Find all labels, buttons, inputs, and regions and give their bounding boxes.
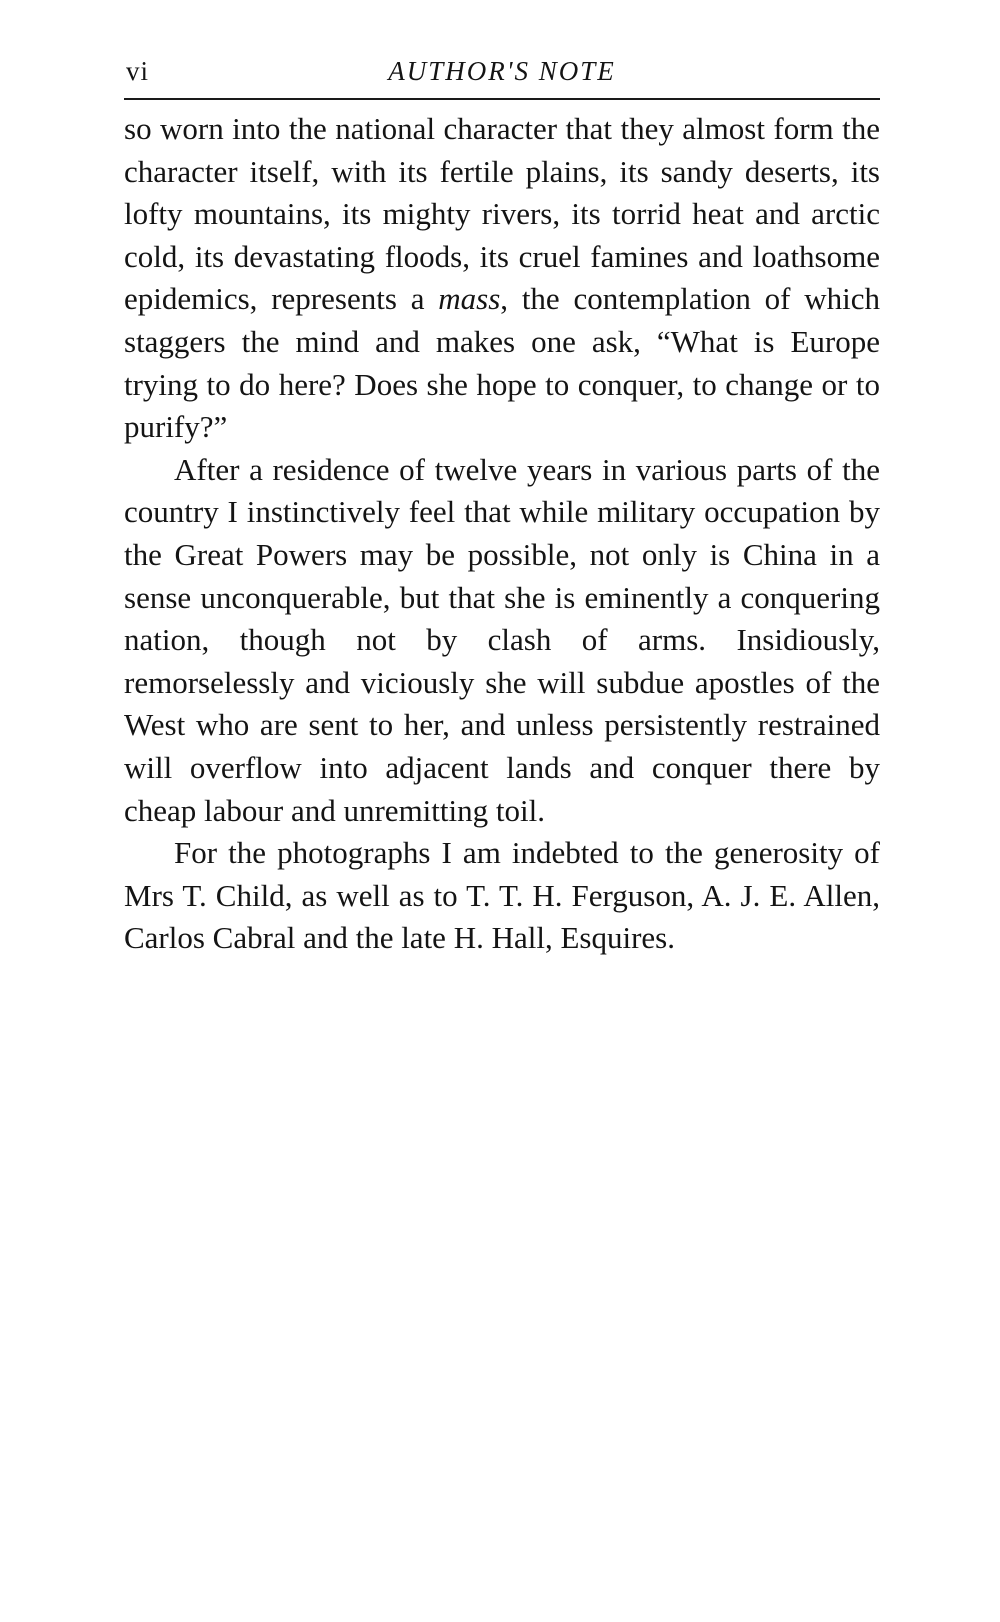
emphasized-word: mass xyxy=(438,281,501,317)
paragraph-residence: After a residence of twelve years in various parts of the country I instinctively feel that while military occupation by the Great Powers may be possible, not only is China in a sense unconquerable, but that she is eminently a conquering nation, though not by clash of arms. Insidiously, remorselessly and viciously she will subdue apostles of the West who are sent to her, and unless persistently restrained will overflow into adjacent lands and conquer there by cheap labour and unremitting toil. xyxy=(124,451,880,828)
running-title: AUTHOR'S NOTE xyxy=(388,56,616,86)
book-page xyxy=(124,48,880,960)
paragraph-photographs: For the photographs I am indebted to the generosity of Mrs T. Child, as well as to T. T. H. Ferguson, A. J. E. Allen, Carlos Cabral and the late H. Hall, Esquires. xyxy=(124,835,880,956)
body-text xyxy=(124,108,880,960)
paragraph-continued xyxy=(124,108,880,449)
running-head xyxy=(124,48,880,88)
paragraph-text: , the contemplation of which staggers the mind and makes one ask, “What is Europe trying to do here? Does she hope to conquer, to change or to purify?” xyxy=(124,281,880,445)
header-rule xyxy=(124,98,880,100)
paragraph-text: so worn into the national character that they almost form the character itself, with its fertile plains, its sandy deserts, its lofty mountains, its mighty rivers, its torrid heat and arctic cold, its devastating floods, its cruel famines and loathsome epidemics, represents a xyxy=(124,111,880,317)
page-number: vi xyxy=(126,56,150,86)
